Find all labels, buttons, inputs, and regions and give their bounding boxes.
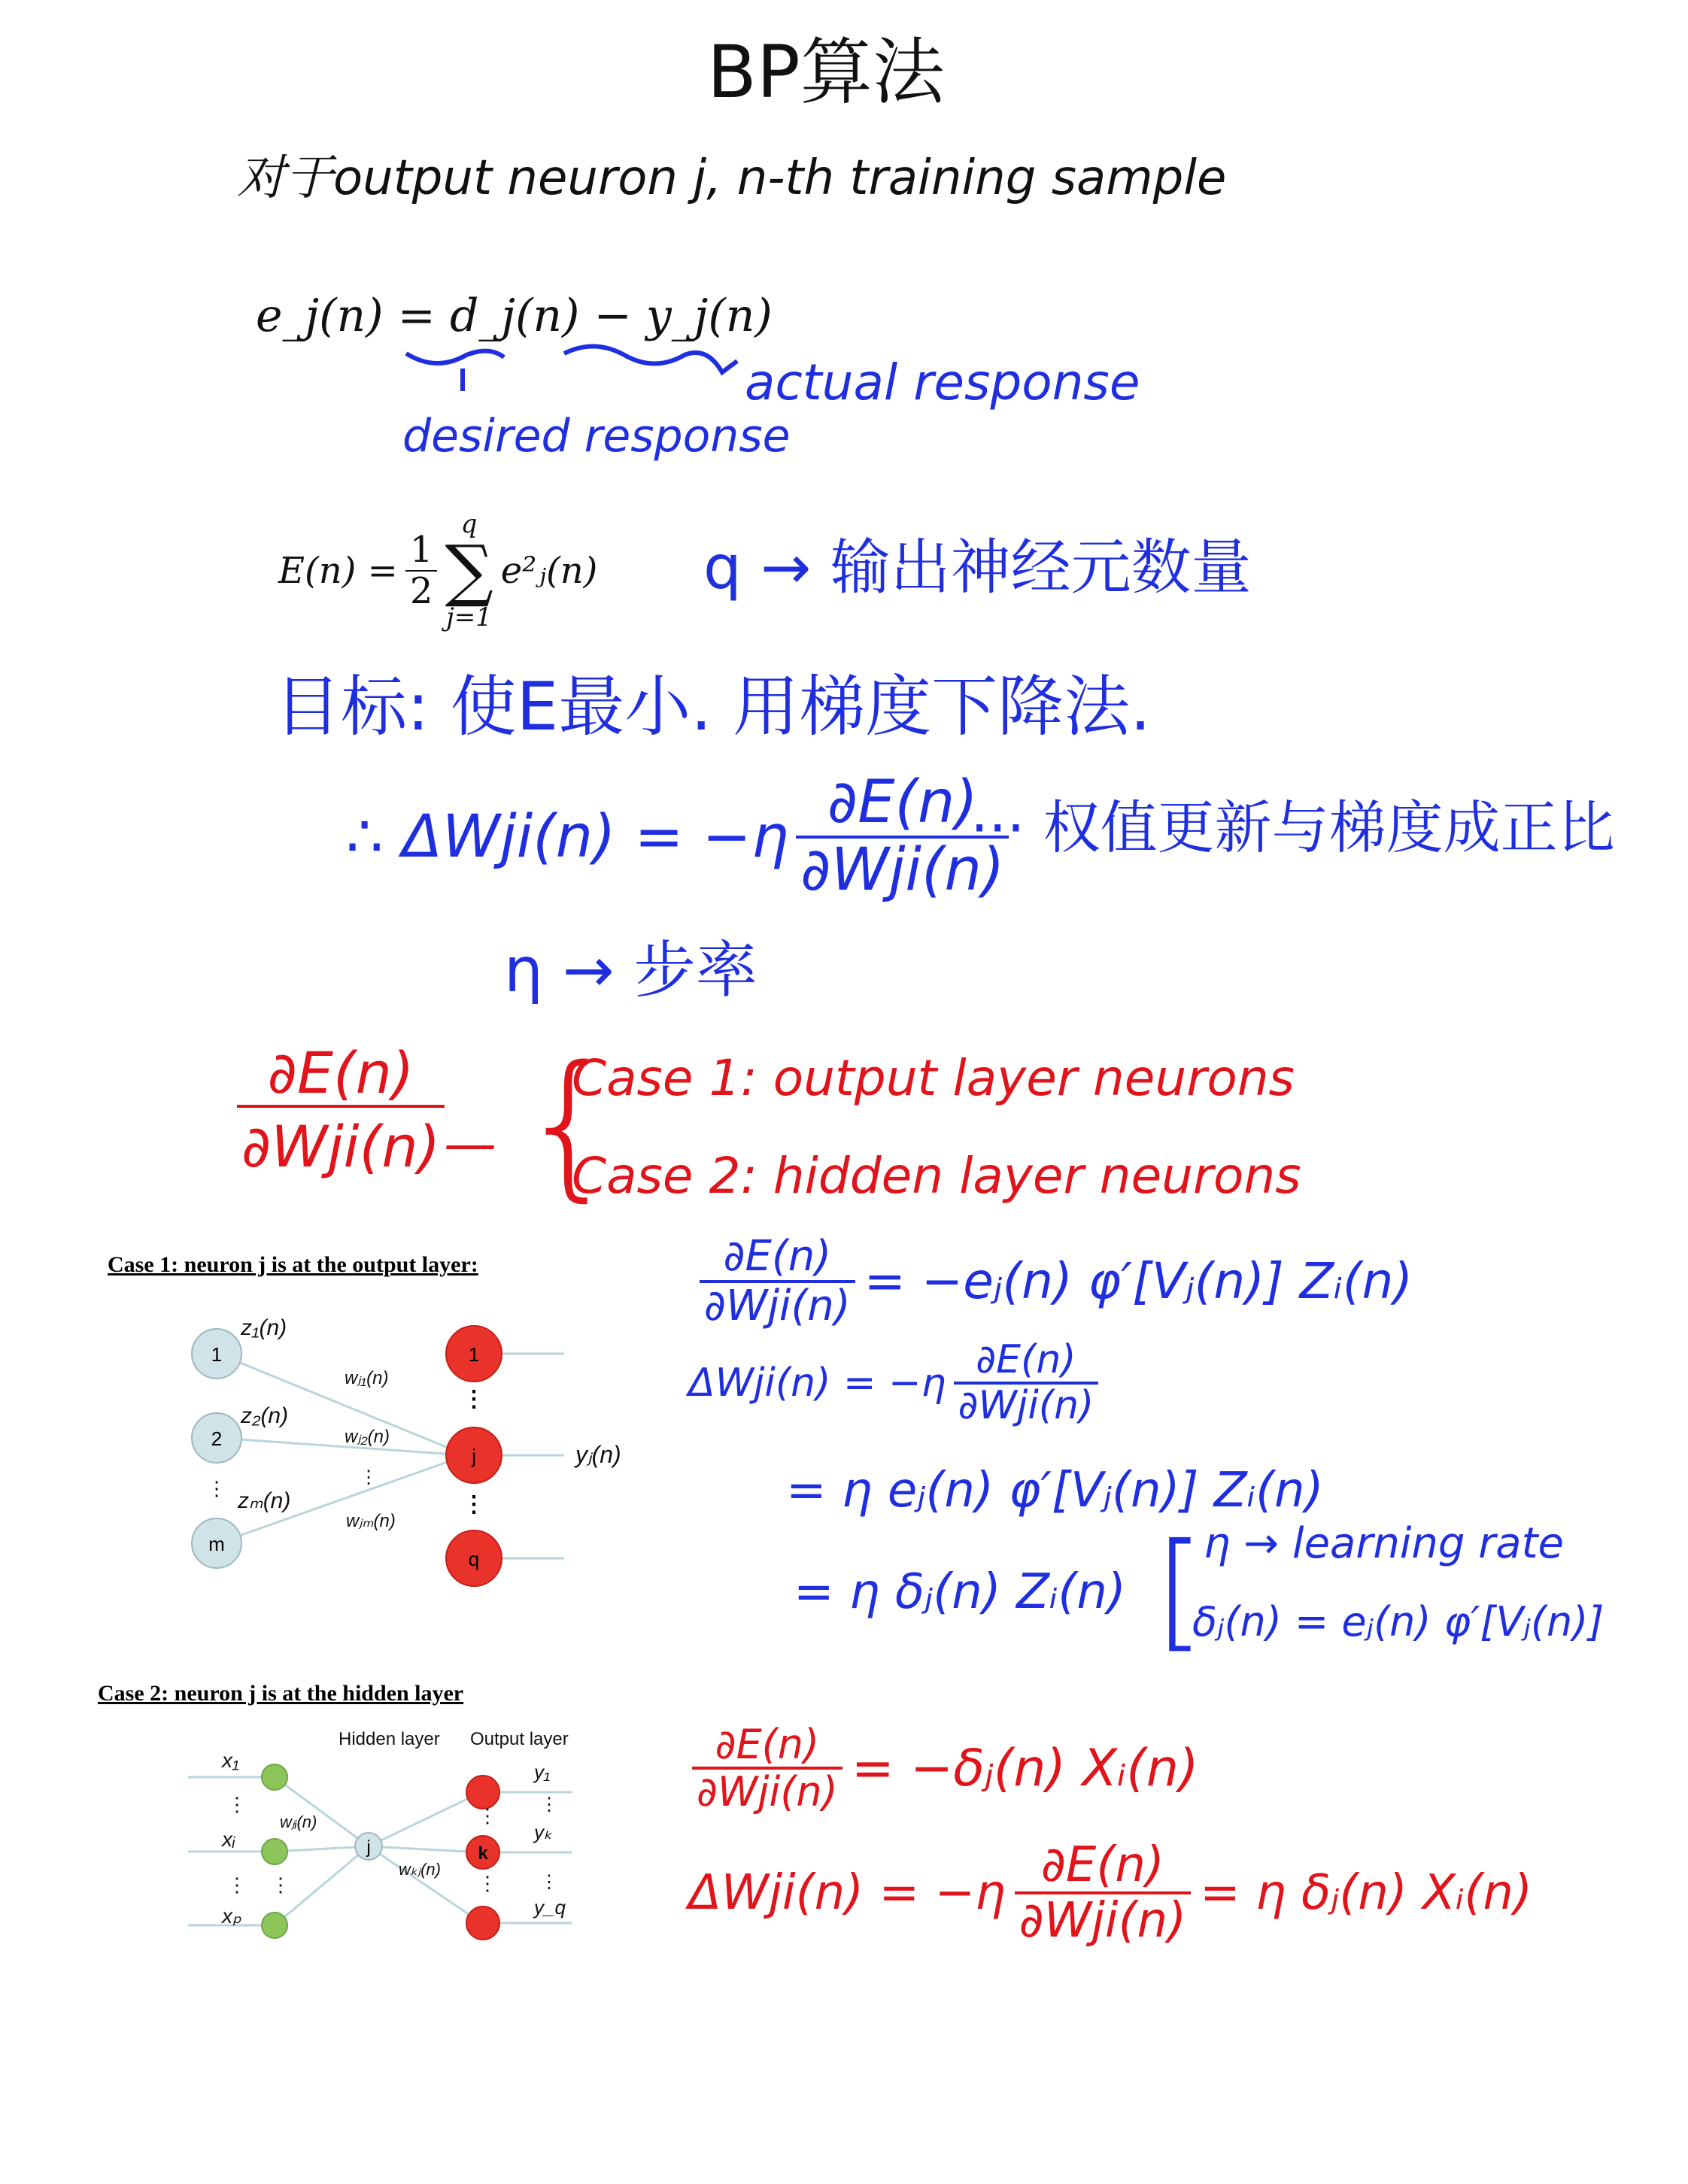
error-equation: e_j(n) = d_j(n) − y_j(n) bbox=[256, 290, 773, 342]
delta-rule-den: ∂Wji(n) bbox=[796, 836, 1009, 903]
hidden-input-dots: ⋮ bbox=[271, 1873, 290, 1896]
case1-line2-num: ∂E(n) bbox=[976, 1337, 1076, 1382]
case2-line1 bbox=[692, 1722, 1198, 1815]
case1-line1-frac bbox=[700, 1233, 855, 1329]
out-dots-1: ⋮ bbox=[478, 1804, 497, 1827]
energy-frac-num: 1 bbox=[409, 529, 433, 572]
case2-label: Case 2: hidden layer neurons bbox=[572, 1147, 1301, 1205]
cases-fraction bbox=[237, 1039, 445, 1180]
energy-term: e²ⱼ(n) bbox=[500, 550, 598, 592]
case1-note-delta: δⱼ(n) = eⱼ(n) φ′[Vⱼ(n)] bbox=[1192, 1598, 1605, 1646]
case2-line2-frac bbox=[1015, 1839, 1191, 1948]
output-dots-1: ⋮ bbox=[463, 1387, 485, 1412]
w-jm-label: wⱼₘ(n) bbox=[346, 1511, 396, 1531]
case2-line1-frac bbox=[692, 1722, 842, 1815]
y-dots-2: ⋮ bbox=[540, 1872, 558, 1892]
desired-response-label: desired response bbox=[402, 410, 791, 463]
case2-network-diagram bbox=[181, 1726, 602, 1952]
case1-line2-frac bbox=[954, 1339, 1099, 1427]
case1-line3: = η eⱼ(n) φ′[Vⱼ(n)] Zᵢ(n) bbox=[786, 1463, 1324, 1518]
x-dots-1: ⋮ bbox=[227, 1793, 247, 1815]
energy-frac-den: 2 bbox=[405, 570, 438, 611]
output-node-q-label: q bbox=[468, 1548, 480, 1570]
w-ji-label: wⱼᵢ(n) bbox=[280, 1812, 317, 1831]
case1-line2 bbox=[688, 1339, 1098, 1427]
delta-rule-note: ··· 权值更新与梯度成正比 bbox=[970, 794, 1615, 861]
case2-line1-num: ∂E(n) bbox=[715, 1721, 820, 1768]
xi-label: xᵢ bbox=[222, 1828, 235, 1851]
page-title: BP算法 bbox=[707, 30, 945, 114]
hidden-layer-label: Hidden layer bbox=[339, 1729, 440, 1749]
underbrace-marks bbox=[391, 338, 782, 406]
case1-network-diagram bbox=[165, 1301, 677, 1609]
x1-label: x₁ bbox=[222, 1749, 239, 1772]
case1-note-learning-rate: η → learning rate bbox=[1204, 1519, 1565, 1568]
weight-dots: ⋮ bbox=[360, 1467, 378, 1488]
output-node-yq bbox=[466, 1906, 499, 1940]
energy-equation bbox=[278, 511, 597, 630]
input-node-m-label: m bbox=[208, 1533, 225, 1555]
case1-line2-den: ∂Wji(n) bbox=[954, 1382, 1099, 1427]
case2-line1-rhs: = −δⱼ(n) Xᵢ(n) bbox=[851, 1738, 1199, 1798]
sigma-icon: ∑ bbox=[445, 531, 493, 610]
case2-line2 bbox=[688, 1839, 1532, 1948]
z1-label: z₁(n) bbox=[241, 1315, 287, 1340]
case1-input-nodes bbox=[192, 1329, 241, 1568]
cases-den: ∂Wji(n) bbox=[237, 1105, 445, 1178]
case2-caption: Case 2: neuron j is at the hidden layer bbox=[98, 1681, 464, 1706]
delta-rule bbox=[346, 771, 1009, 903]
zm-label: zₘ(n) bbox=[238, 1488, 291, 1513]
energy-fraction bbox=[405, 530, 438, 611]
case1-note-brace-icon: [ bbox=[1155, 1516, 1205, 1665]
q-note: q → 输出神经元数量 bbox=[703, 532, 1252, 602]
w-j2-label: wⱼ₂(n) bbox=[345, 1427, 390, 1447]
output-layer-label: Output layer bbox=[470, 1729, 569, 1749]
case2-line1-den: ∂Wji(n) bbox=[692, 1767, 842, 1814]
output-node-j-label: j bbox=[472, 1445, 476, 1467]
case2-line2-num: ∂E(n) bbox=[1040, 1837, 1164, 1893]
goal-line: 目标: 使E最小. 用梯度下降法. bbox=[275, 668, 1152, 745]
output-dots-2: ⋮ bbox=[463, 1492, 485, 1517]
input-node-xp bbox=[262, 1913, 287, 1938]
input-node-x1 bbox=[262, 1764, 287, 1790]
input-node-xi bbox=[262, 1839, 287, 1864]
actual-response-label: actual response bbox=[745, 353, 1140, 411]
case1-line1-rhs: = −eⱼ(n) φ′[Vⱼ(n)] Zᵢ(n) bbox=[864, 1252, 1413, 1311]
sum-lower: j=1 bbox=[446, 602, 492, 632]
case1-caption: Case 1: neuron j is at the output layer: bbox=[108, 1252, 478, 1277]
y-dots-1: ⋮ bbox=[540, 1794, 558, 1815]
delta-rule-num: ∂E(n) bbox=[827, 769, 978, 836]
case1-output-nodes bbox=[446, 1326, 502, 1586]
y1-label: y₁ bbox=[534, 1761, 551, 1783]
xp-label: xₚ bbox=[222, 1904, 241, 1928]
case1-line4: = η δⱼ(n) Zᵢ(n) bbox=[794, 1564, 1126, 1620]
case2-line2-rhs: = η δⱼ(n) Xᵢ(n) bbox=[1200, 1865, 1532, 1922]
case1-label: Case 1: output layer neurons bbox=[572, 1049, 1295, 1107]
x-dots-2: ⋮ bbox=[227, 1873, 247, 1896]
cases-num: ∂E(n) bbox=[267, 1039, 414, 1106]
intro-line: 对于output neuron j, n-th training sample bbox=[237, 150, 1227, 206]
case1-line1-den: ∂Wji(n) bbox=[700, 1280, 855, 1330]
yq-label: y_q bbox=[534, 1896, 566, 1919]
yj-label: yⱼ(n) bbox=[575, 1441, 621, 1468]
cases-dash: — bbox=[444, 1113, 496, 1175]
hidden-node-j-label: j bbox=[366, 1837, 371, 1858]
case2-line2-den: ∂Wji(n) bbox=[1015, 1891, 1191, 1947]
input-dots: ⋮ bbox=[207, 1477, 226, 1500]
energy-lhs: E(n) = bbox=[278, 550, 398, 592]
z2-label: z₂(n) bbox=[241, 1403, 289, 1428]
eta-note: η → 步率 bbox=[504, 935, 757, 1006]
w-kj-label: wₖⱼ(n) bbox=[399, 1860, 441, 1879]
summation bbox=[445, 511, 493, 630]
output-node-k-label: k bbox=[478, 1843, 488, 1864]
case1-line2-prefix: ΔWji(n) = −η bbox=[688, 1360, 946, 1406]
case1-line1-num: ∂E(n) bbox=[723, 1232, 832, 1281]
case2-input-nodes bbox=[262, 1764, 287, 1938]
input-node-2-label: 2 bbox=[211, 1427, 223, 1450]
left-brace-icon: { bbox=[519, 1032, 620, 1216]
delta-rule-prefix: ∴ ΔWji(n) = −η bbox=[346, 802, 789, 871]
cases-frac bbox=[237, 1039, 445, 1180]
case2-line2-prefix: ΔWji(n) = −η bbox=[688, 1865, 1006, 1922]
out-dots-2: ⋮ bbox=[478, 1872, 497, 1894]
output-node-1-label: 1 bbox=[468, 1343, 480, 1366]
sum-upper: q bbox=[460, 509, 478, 539]
input-node-1-label: 1 bbox=[211, 1343, 223, 1366]
case1-line1 bbox=[700, 1233, 1413, 1329]
w-j1-label: wⱼ₁(n) bbox=[345, 1368, 389, 1388]
yk-label: yₖ bbox=[534, 1821, 553, 1843]
